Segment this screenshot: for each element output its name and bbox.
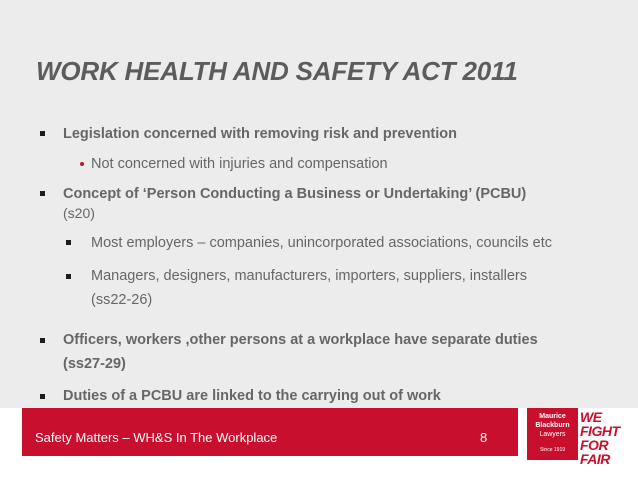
bullet-item-continuation: (ss27-29): [63, 356, 126, 372]
logo-line: Maurice: [539, 413, 566, 420]
square-bullet-icon: [66, 274, 71, 279]
bullet-item-continuation: (s20): [63, 205, 95, 221]
bullet-item: Concept of ‘Person Conducting a Business or Undertaking’ (PCBU): [63, 186, 527, 202]
square-bullet-icon: [40, 338, 45, 343]
footer-text: Safety Matters – WH&S In The Workplace: [35, 430, 278, 445]
maurice-blackburn-logo: [527, 408, 578, 460]
slogan-word: FOR: [580, 437, 609, 453]
square-bullet-icon: [40, 191, 45, 196]
square-bullet-icon: [40, 394, 45, 399]
logo-line: Blackburn: [535, 422, 570, 429]
square-bullet-icon: [40, 131, 45, 136]
bullet-item: Duties of a PCBU are linked to the carrying out of work: [63, 388, 441, 404]
logo-line: Lawyers: [539, 431, 566, 438]
sub-bullet-item: Most employers – companies, unincorporated associations, councils etc: [91, 235, 553, 251]
page-number: 8: [480, 430, 488, 445]
logo-line: Since 1919: [539, 447, 566, 453]
square-bullet-icon: [66, 240, 71, 245]
slogan-word: FIGHT: [580, 423, 620, 439]
slogan-word: WE: [580, 409, 602, 425]
footer-bar: [22, 408, 518, 456]
we-fight-for-fair-logo: [580, 410, 636, 466]
sub-bullet-item: Not concerned with injuries and compensation: [91, 156, 388, 172]
bullet-item: Officers, workers ,other persons at a workplace have separate duties: [63, 332, 538, 348]
dot-bullet-icon: [80, 162, 84, 166]
sub-bullet-item-continuation: (ss22-26): [91, 292, 153, 308]
bullet-item: Legislation concerned with removing risk and prevention: [63, 126, 457, 142]
slogan-word: FAIR: [580, 451, 610, 467]
sub-bullet-item: Managers, designers, manufacturers, importers, suppliers, installers: [91, 268, 527, 284]
slide-title: WORK HEALTH AND SAFETY ACT 2011: [36, 56, 518, 86]
footer: [0, 408, 638, 479]
